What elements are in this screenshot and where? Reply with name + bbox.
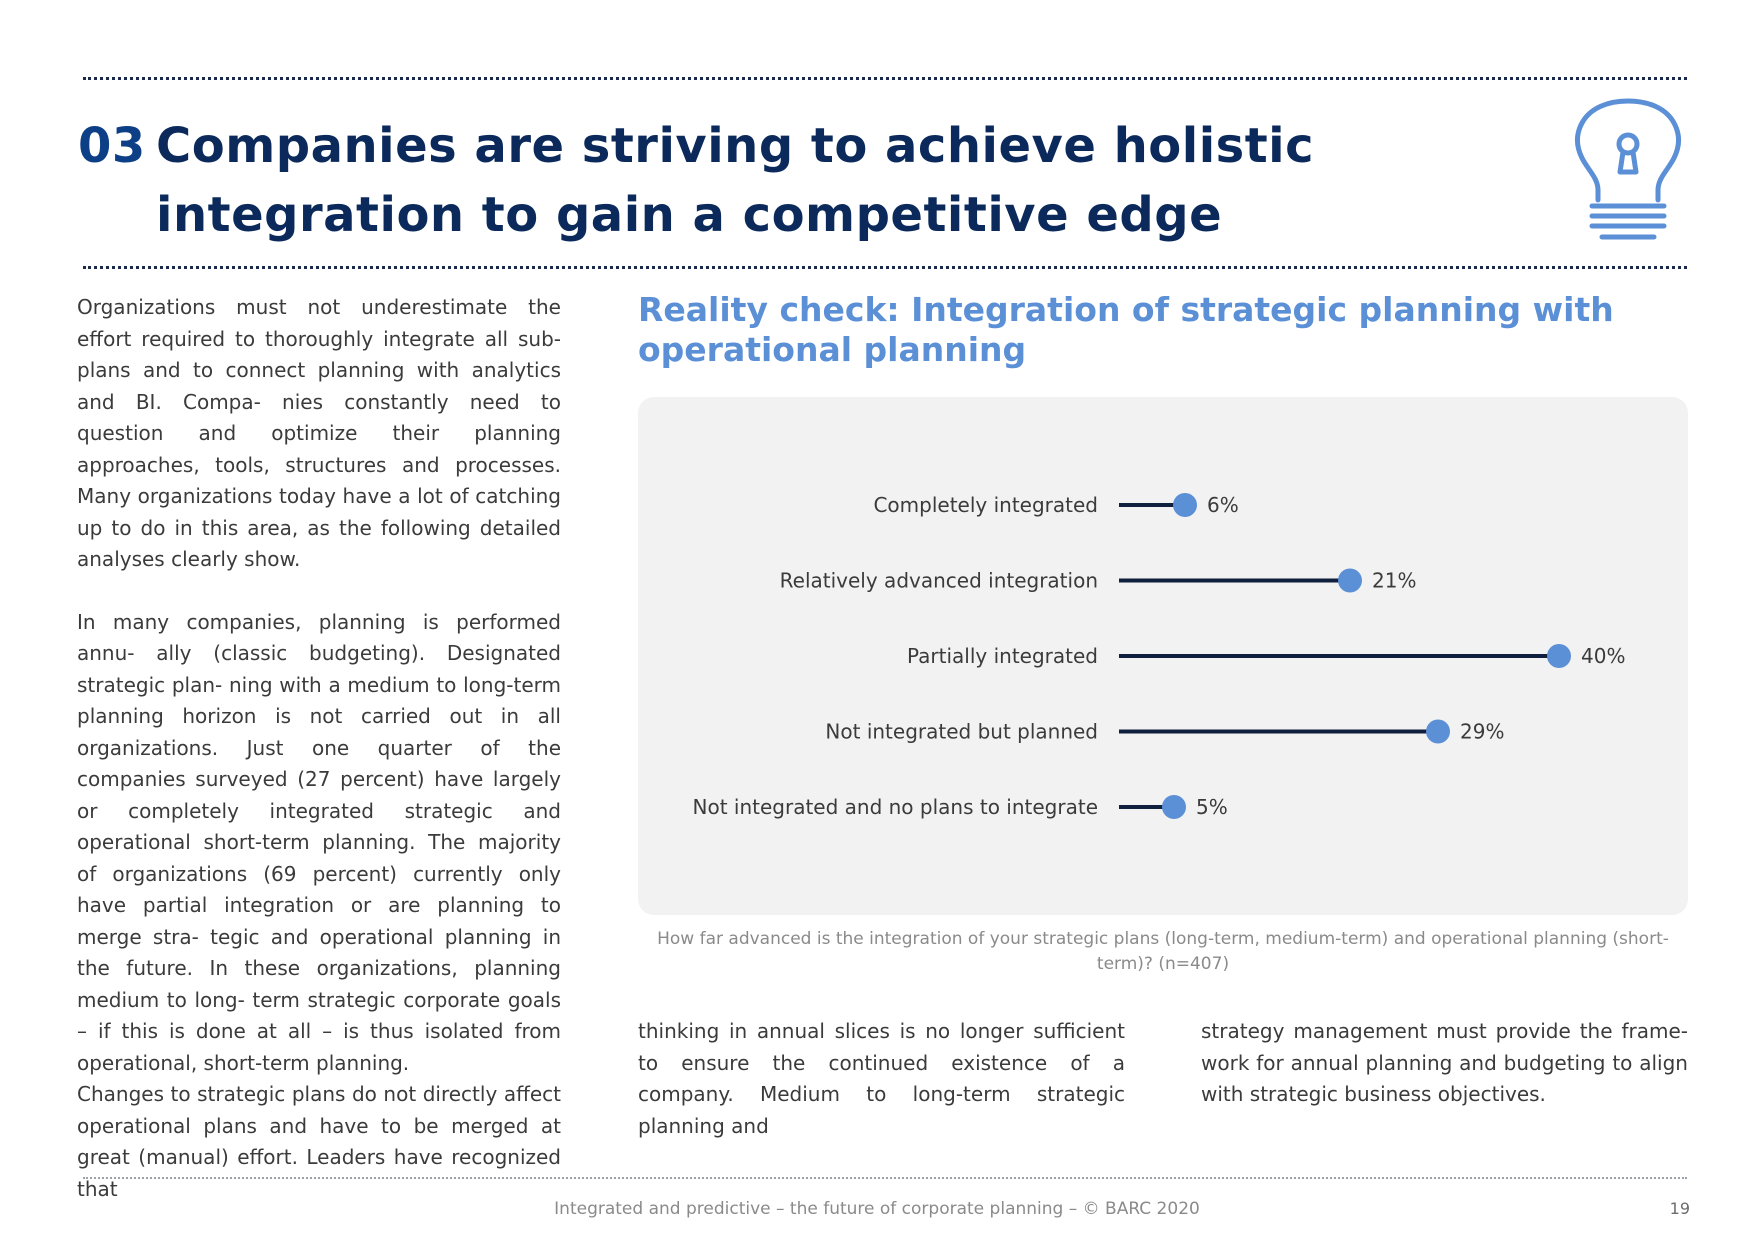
middle-text-column: thinking in annual slices is no longer sufficient to ensure the continued existence of a company. Medium to long-term strategic planning and: [638, 1019, 1125, 1138]
category-label: Relatively advanced integration: [779, 568, 1098, 593]
chart-panel: [638, 397, 1688, 915]
right-text-column: strategy management must provide the frame- work for annual planning and budgeting to align with strategic business objectives.: [1201, 1019, 1688, 1106]
lollipop-dot: [1338, 569, 1362, 593]
chart-caption: How far advanced is the integration of your strategic plans (long-term, medium-term) and operational planning (short- term)? (n=407): [657, 929, 1669, 974]
lollipop-dot: [1162, 795, 1186, 819]
page-number: 19: [1669, 1199, 1690, 1218]
category-label: Not integrated and no plans to integrate: [692, 795, 1098, 819]
lightbulb-keyhole-icon: [1572, 98, 1684, 246]
value-label: 29%: [1460, 719, 1505, 744]
category-label: Partially integrated: [907, 644, 1098, 668]
footer-text: Integrated and predictive – the future of corporate planning – © BARC 2020: [554, 1199, 1200, 1219]
lollipop-dot: [1547, 644, 1571, 668]
chart-heading: Reality check: Integration of strategic planning with operational planning: [638, 290, 1614, 369]
left-paragraph-1: Organizations must not underestimate the effort required to thoroughly integrate all sub-plans and to connect planning with analytics and BI. Compa- nies constantly need to question and optimize their planning approaches, tools, structures and processes. Many organizations today have a lot of catching up to do in this area, as the following detailed analyses clearly show.: [77, 295, 561, 571]
left-text-column: [77, 292, 561, 1205]
value-label: 21%: [1372, 568, 1417, 593]
left-paragraph-3: Changes to strategic plans do not directly affect operational plans and have to be merged at great (manual) effort. Leaders have recognized that: [77, 1082, 561, 1201]
category-label: Completely integrated: [873, 493, 1098, 517]
lollipop-chart: [638, 397, 1688, 915]
top-dotted-divider: [83, 77, 1687, 80]
value-label: 6%: [1207, 493, 1239, 517]
footer-dotted-divider: [83, 1177, 1687, 1179]
lollipop-dot: [1173, 493, 1197, 517]
heading-dotted-divider: [83, 266, 1687, 269]
left-paragraph-2: In many companies, planning is performed annu- ally (classic budgeting). Designated strategic plan- ning with a medium to long-term planning horizon is not carried out in all organizations. Just one quarter of the companies surveyed (27 percent) have largely or completely integrated strategic and operational short-term planning. The majority of organizations (69 percent) currently only have partial integration or are planning to merge stra- tegic and operational planning in the future. In these organizations, planning medium to long- term strategic corporate goals – if this is done at all – is thus isolated from operational, short-term planning.: [77, 609, 561, 1075]
category-label: Not integrated but planned: [825, 719, 1098, 744]
section-title-line-1: Companies are striving to achieve holistic: [156, 118, 1315, 174]
section-title-line-2: integration to gain a competitive edge: [156, 187, 1223, 243]
value-label: 40%: [1581, 644, 1626, 668]
section-number: 03: [78, 118, 146, 174]
value-label: 5%: [1196, 795, 1228, 819]
lollipop-dot: [1426, 720, 1450, 744]
